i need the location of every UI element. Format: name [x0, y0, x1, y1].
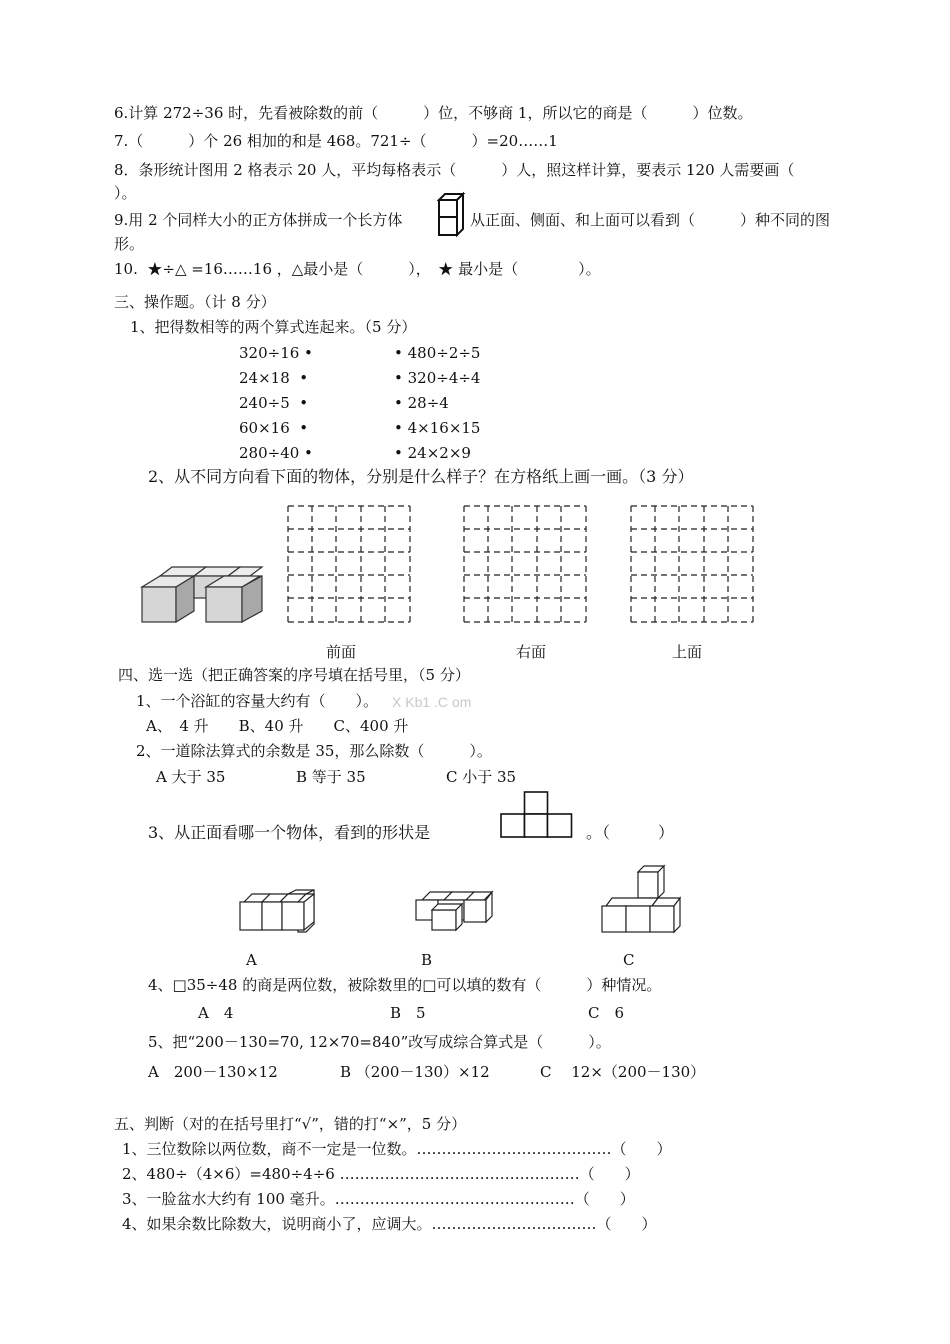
- grid-right-view[interactable]: [463, 505, 587, 623]
- question-10: 10. ★÷△ =16……16 ，△最小是（ ）， ★ 最小是（ ）。: [114, 260, 601, 278]
- section-4-q1-options[interactable]: A、 4 升 B、40 升 C、400 升: [146, 717, 409, 735]
- option-c-label: C: [623, 951, 635, 969]
- option-a-figure[interactable]: [238, 890, 320, 934]
- left-expression[interactable]: 24×18 •: [239, 369, 309, 387]
- section-4-q4: 4、□35÷48 的商是两位数，被除数里的□可以填的数有（ ）种情况。: [148, 976, 662, 994]
- question-9-part-2: 从正面、侧面、和上面可以看到（ ）种不同的图: [470, 211, 831, 229]
- section-4-q5: 5、把“200－130=70, 12×70=840”改写成综合算式是（ ）。: [148, 1033, 611, 1051]
- q2-option-c[interactable]: C 小于 35: [446, 768, 517, 786]
- front-view-shape-figure: [500, 791, 574, 839]
- question-8-line-1: 8．条形统计图用 2 格表示 20 人，平均每格表示（ ）人，照这样计算，要表示 120 人需要画（: [114, 161, 795, 179]
- question-9-line-2: 形。: [114, 235, 145, 253]
- q5-option-c[interactable]: C 12×（200－130）: [540, 1063, 706, 1081]
- section-4-q3-part-2: 。（ ）: [586, 823, 675, 842]
- left-expression[interactable]: 60×16 •: [239, 419, 309, 437]
- q4-option-b[interactable]: B 5: [390, 1004, 426, 1022]
- section-4-title: 四、选一选（把正确答案的序号填在括号里，（5 分）: [118, 666, 470, 684]
- cube-object-figure: [140, 566, 266, 626]
- q5-option-b[interactable]: B （200－130）×12: [340, 1063, 490, 1081]
- left-expression[interactable]: 280÷40 •: [239, 444, 313, 462]
- judgement-item[interactable]: 2、480÷（4×6）=480÷4÷6 …………………………………………（ ）: [122, 1165, 640, 1183]
- cuboid-icon: [438, 193, 464, 237]
- grid-top-view[interactable]: [630, 505, 754, 623]
- q4-option-c[interactable]: C 6: [588, 1004, 625, 1022]
- question-7: 7.（ ）个 26 相加的和是 468。721÷（ ）=20……1: [114, 132, 558, 150]
- question-8-line-2: ）。: [114, 184, 137, 202]
- section-5-title: 五、判断（对的在括号里打“√”，错的打“×”，5 分）: [114, 1115, 467, 1133]
- right-expression[interactable]: • 24×2×9: [394, 444, 471, 462]
- q5-option-a[interactable]: A 200－130×12: [148, 1063, 278, 1081]
- question-9-part-1: 9.用 2 个同样大小的正方体拼成一个长方体: [114, 211, 403, 229]
- q2-option-a[interactable]: A 大于 35: [156, 768, 226, 786]
- section-3-q2-title: 2、从不同方向看下面的物体，分别是什么样子？在方格纸上画一画。（3 分）: [148, 467, 694, 486]
- judgement-item[interactable]: 1、三位数除以两位数，商不一定是一位数。…………………………………（ ）: [122, 1140, 672, 1158]
- question-6: 6.计算 272÷36 时，先看被除数的前（ ）位，不够商 1，所以它的商是（ ）位数。: [114, 104, 753, 122]
- left-expression[interactable]: 240÷5 •: [239, 394, 309, 412]
- judgement-item[interactable]: 3、一脸盆水大约有 100 毫升。…………………………………………（ ）: [122, 1190, 635, 1208]
- label-front: 前面: [326, 643, 357, 661]
- q2-option-b[interactable]: B 等于 35: [296, 768, 366, 786]
- label-right: 右面: [516, 643, 547, 661]
- right-expression[interactable]: • 4×16×15: [394, 419, 481, 437]
- section-4-q2: 2、一道除法算式的余数是 35，那么除数（ ）。: [136, 742, 492, 760]
- section-3-q1-title: 1、把得数相等的两个算式连起来。（5 分）: [130, 318, 417, 336]
- judgement-item[interactable]: 4、如果余数比除数大，说明商小了，应调大。……………………………（ ）: [122, 1215, 657, 1233]
- right-expression[interactable]: • 480÷2÷5: [394, 344, 481, 362]
- q4-option-a[interactable]: A 4: [198, 1004, 234, 1022]
- label-top: 上面: [672, 643, 703, 661]
- option-b-figure[interactable]: [412, 888, 496, 934]
- left-expression[interactable]: 320÷16 •: [239, 344, 313, 362]
- right-expression[interactable]: • 28÷4: [394, 394, 449, 412]
- option-b-label: B: [421, 951, 433, 969]
- right-expression[interactable]: • 320÷4÷4: [394, 369, 481, 387]
- section-4-q3-part-1: 3、从正面看哪一个物体，看到的形状是: [148, 823, 431, 842]
- section-4-q1: 1、一个浴缸的容量大约有（ ）。: [136, 692, 379, 710]
- section-3-title: 三、操作题。（计 8 分）: [114, 293, 276, 311]
- option-c-figure[interactable]: [598, 864, 684, 936]
- grid-front-view[interactable]: [287, 505, 411, 623]
- watermark: X Kb1 .C om: [392, 694, 472, 710]
- option-a-label: A: [246, 951, 257, 969]
